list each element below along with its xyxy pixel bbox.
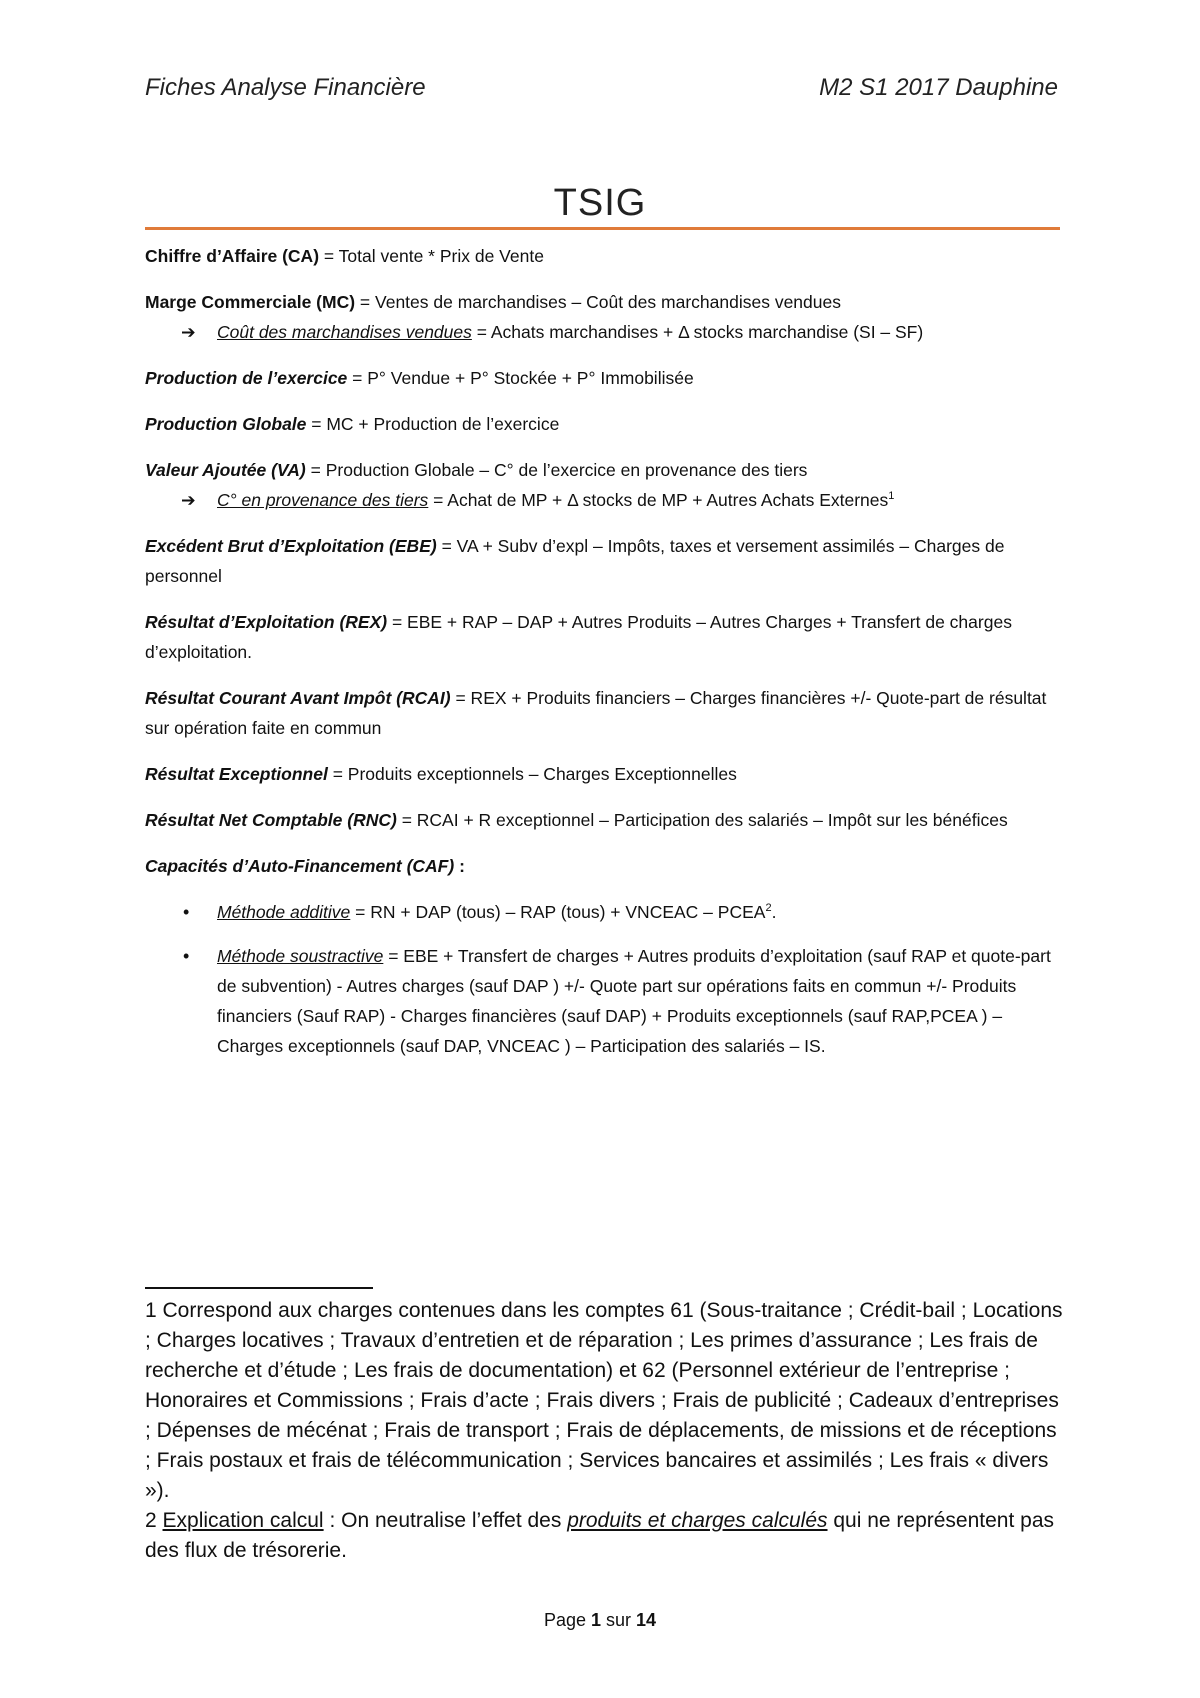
footnote-1: 1 Correspond aux charges contenues dans les comptes 61 (Sous-traitance ; Crédit-bail ; Locations ; Charges locatives ; Travaux d’entretien et de réparation ; Les primes d’assurance ; Les frais de recherche et d’étude ; Les frais de documentation) et 62 (Personnel extérieur de l’entreprise ; Honoraires et Commissions ; Frais d’acte ; Frais divers ; Frais de publicité ; Cadeaux d’entreprises ; Dépenses de mécénat ; Frais de transport ; Frais de déplacements, de missions et de réceptions ; Frais postaux et frais de télécommunication ; Services bancaires et assimilés ; Les frais « divers »). — [145, 1299, 1063, 1502]
formula-cmv — [145, 317, 1060, 347]
formula-va — [145, 455, 1060, 485]
formula-text: = RN + DAP (tous) – RAP (tous) + VNCEAC – PCEA — [350, 902, 766, 922]
bullet-icon: • — [183, 902, 190, 922]
formula-ca — [145, 241, 1060, 271]
formula-label: Résultat Net Comptable (RNC) — [145, 810, 397, 830]
formula-list — [145, 241, 1060, 1075]
formula-rcai — [145, 683, 1060, 743]
formula-text: = Produits exceptionnels – Charges Exceptionnelles — [327, 764, 737, 784]
formula-label: Résultat Courant Avant Impôt (RCAI) — [145, 688, 451, 708]
footnotes — [145, 1296, 1065, 1566]
formula-production — [145, 363, 1060, 393]
formula-text: = Total vente * Prix de Vente — [319, 246, 544, 266]
formula-rnc — [145, 805, 1060, 835]
formula-label: Valeur Ajoutée (VA) — [145, 460, 306, 480]
footnote-ref-2[interactable]: 2 — [765, 902, 772, 915]
header-course-title: Fiches Analyse Financière — [145, 74, 426, 101]
formula-label: C° en provenance des tiers — [217, 490, 429, 510]
formula-text: = Achats marchandises + Δ stocks marchandise (SI – SF) — [471, 322, 924, 342]
page-number: 1 — [590, 1610, 601, 1630]
formula-label: Résultat Exceptionnel — [145, 764, 328, 784]
bullet-icon: • — [183, 946, 190, 966]
formula-text: = Ventes de marchandises – Coût des marchandises vendues — [355, 292, 841, 312]
page-word: Page — [543, 1610, 591, 1630]
formula-label: Résultat d’Exploitation (REX) — [145, 612, 388, 632]
formula-mc — [145, 287, 1060, 317]
formula-text: = VA + Subv d’expl – Impôts, taxes et versement assimilés – Charges de personnel — [145, 536, 1005, 586]
formula-text: = EBE + Transfert de charges + Autres produits d’exploitation (sauf RAP et quote-part de subvention) - Autres charges (sauf DAP ) +/- Quote part sur opérations faits en commun +/- Produits financiers (Sauf RAP) - Charges financières (sauf DAP) + Produits exceptionnels (sauf RAP,PCEA ) – Charges exceptionnels (sauf DAP, VNCEAC ) – Participation des salariés – IS. — [217, 946, 1051, 1056]
footnote-emphasis: produits et charges calculés — [567, 1509, 828, 1532]
formula-label: Production de l’exercice — [145, 368, 348, 388]
formula-text: : — [454, 856, 465, 876]
formula-label: Production Globale — [145, 414, 307, 434]
footnote-ref-1[interactable]: 1 — [888, 490, 895, 503]
formula-label: Méthode additive — [217, 902, 351, 922]
formula-text: = Achat de MP + Δ stocks de MP + Autres Achats Externes — [428, 490, 889, 510]
title-underline — [145, 227, 1060, 230]
footnote-2 — [145, 1506, 1065, 1566]
footnote-label: Explication calcul — [162, 1509, 324, 1532]
formula-label: Marge Commerciale (MC) — [145, 292, 356, 312]
formula-text: = RCAI + R exceptionnel – Participation des salariés – Impôt sur les bénéfices — [396, 810, 1008, 830]
formula-text: = P° Vendue + P° Stockée + P° Immobilisée — [347, 368, 694, 388]
formula-label: Excédent Brut d’Exploitation (EBE) — [145, 536, 437, 556]
formula-production-globale — [145, 409, 1060, 439]
formula-ebe — [145, 531, 1060, 591]
formula-caf-heading — [145, 851, 1060, 881]
footnote-text-end: qui ne représentent pas des flux de trésorerie. — [145, 1509, 1055, 1562]
formula-rex — [145, 607, 1060, 667]
list-item-methode-additive — [145, 897, 1060, 927]
formula-end: . — [771, 902, 777, 922]
formula-consommation-tiers — [145, 485, 1060, 515]
formula-label: Chiffre d’Affaire (CA) — [145, 246, 320, 266]
page-title: TSIG — [553, 182, 647, 224]
arrow-icon: ➔ — [181, 322, 196, 342]
page-footer — [0, 1610, 1200, 1631]
formula-text: = Production Globale – C° de l’exercice en provenance des tiers — [305, 460, 808, 480]
list-item-methode-soustractive — [145, 941, 1060, 1061]
formula-text: = MC + Production de l’exercice — [306, 414, 560, 434]
arrow-icon: ➔ — [181, 490, 196, 510]
page-total: 14 — [636, 1610, 657, 1630]
formula-label: Capacités d’Auto-Financement (CAF) — [145, 856, 455, 876]
formula-text: = EBE + RAP – DAP + Autres Produits – Autres Charges + Transfert de charges d’exploitation. — [145, 612, 1012, 662]
footnote-number: 2 — [145, 1509, 163, 1532]
footnote-text: : On neutralise l’effet des — [323, 1509, 568, 1532]
page-of-word: sur — [601, 1610, 637, 1630]
formula-text: = REX + Produits financiers – Charges financières +/- Quote-part de résultat sur opération faite en commun — [145, 688, 1047, 738]
footnote-separator — [145, 1287, 373, 1289]
formula-label: Coût des marchandises vendues — [217, 322, 472, 342]
formula-resultat-exceptionnel — [145, 759, 1060, 789]
header-session: M2 S1 2017 Dauphine — [819, 74, 1058, 101]
formula-label: Méthode soustractive — [217, 946, 384, 966]
